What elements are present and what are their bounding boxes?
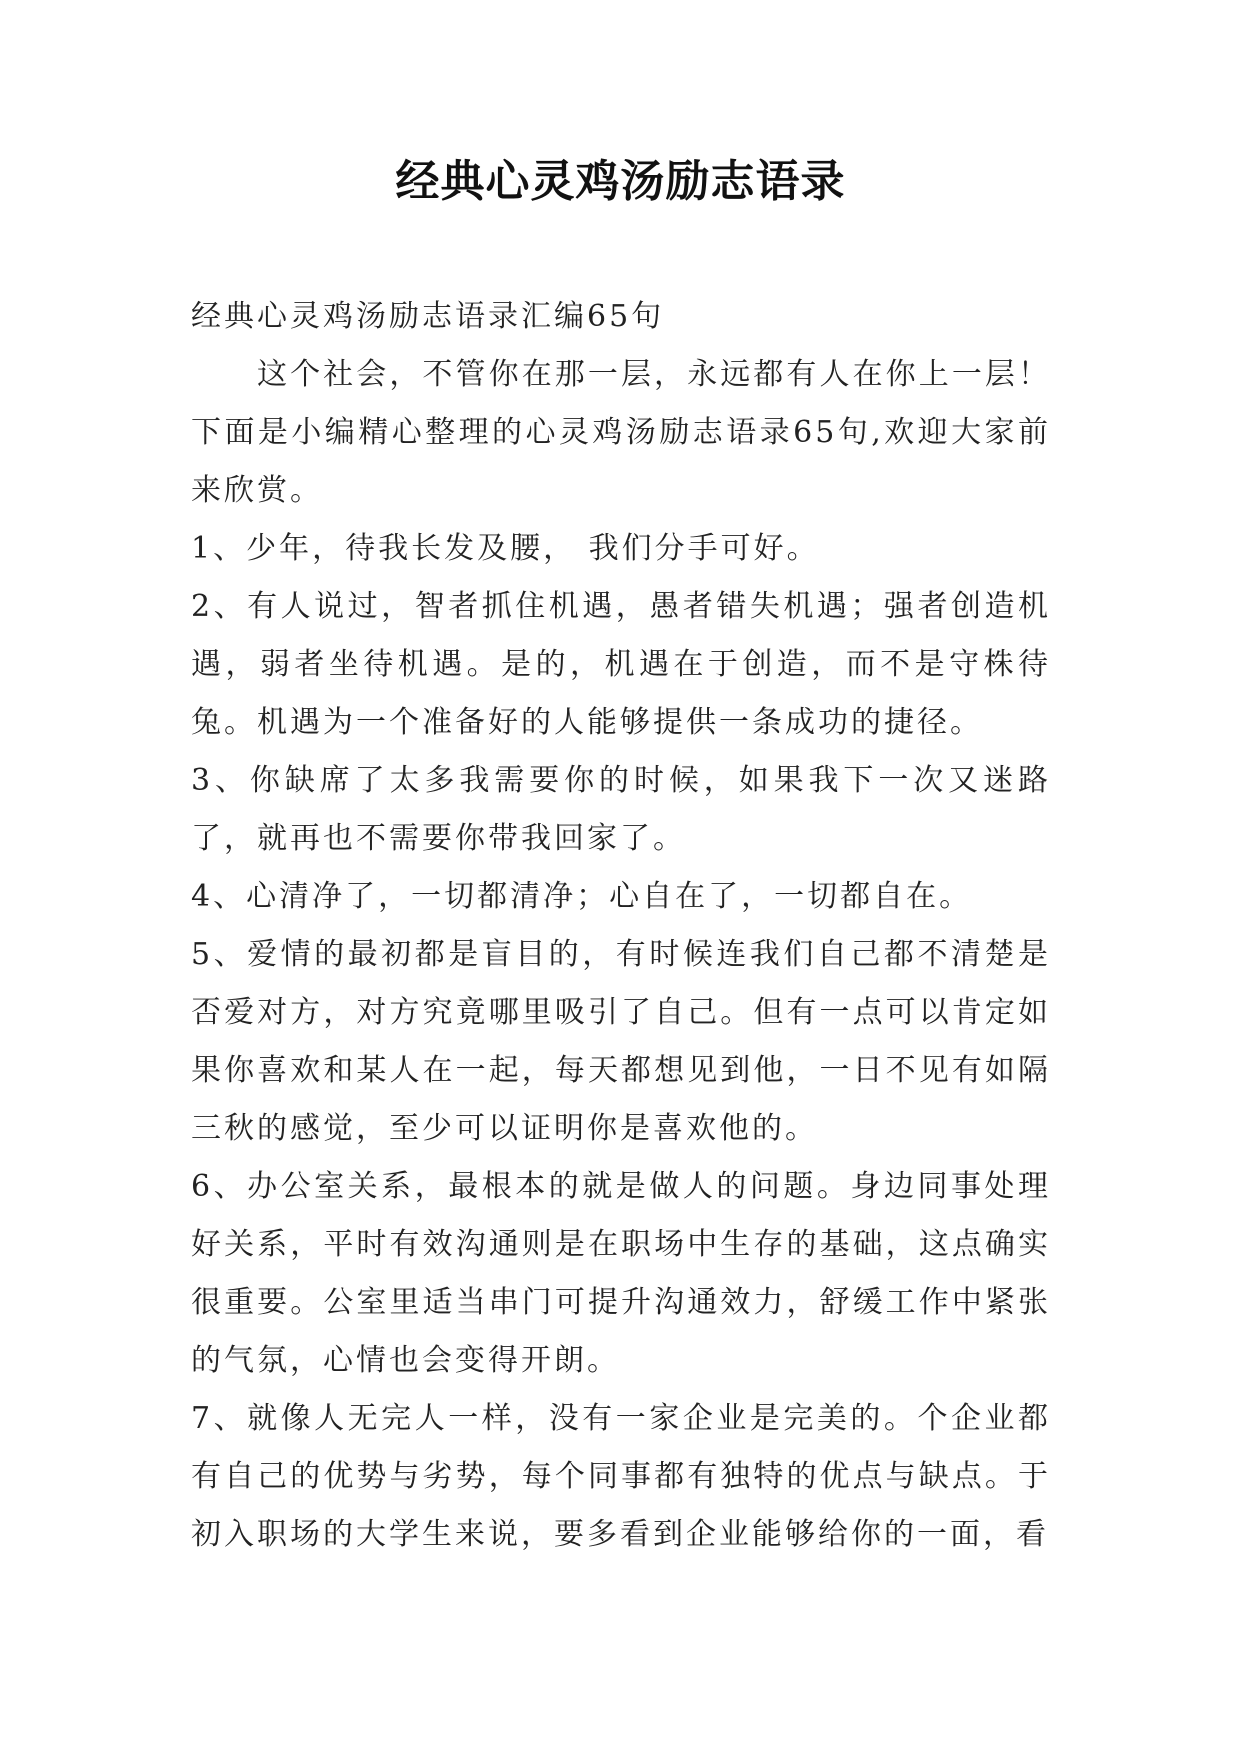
quote-item-7: 7、就像人无完人一样，没有一家企业是完美的。个企业都有自己的优势与劣势，每个同事都有独特的优点与缺点。于初入职场的大学生来说，要多看到企业能够给你的一面，看 <box>191 1401 1051 1552</box>
quote-item-4: 4、心清净了，一切都清净；心自在了，一切都自在。 <box>191 879 973 914</box>
document-title: 经典心灵鸡汤励志语录 <box>395 156 846 207</box>
quote-item-1: 1、少年，待我长发及腰， 我们分手可好。 <box>191 531 820 566</box>
quote-item-6: 6、办公室关系，最根本的就是做人的问题。身边同事处理好关系，平时有效沟通则是在职场中生存的基础，这点确实很重要。公室里适当串门可提升沟通效力，舒缓工作中紧张的气氛，心情也会变得开朗。 <box>191 1169 1051 1378</box>
quote-item-3: 3、你缺席了太多我需要你的时候，如果我下一次又迷路了，就再也不需要你带我回家了。 <box>191 763 1051 856</box>
document-subtitle: 经典心灵鸡汤励志语录汇编65句 <box>191 299 665 334</box>
quote-item-2: 2、有人说过，智者抓住机遇，愚者错失机遇；强者创造机遇，弱者坐待机遇。是的，机遇在于创造，而不是守株待兔。机遇为一个准备好的人能够提供一条成功的捷径。 <box>191 589 1051 740</box>
document-body <box>191 288 1051 1564</box>
quote-item-5: 5、爱情的最初都是盲目的，有时候连我们自己都不清楚是否爱对方，对方究竟哪里吸引了自己。但有一点可以肯定如果你喜欢和某人在一起，每天都想见到他，一日不见有如隔三秋的感觉，至少可以证明你是喜欢他的。 <box>191 937 1051 1146</box>
intro-paragraph: 这个社会，不管你在那一层，永远都有人在你上一层！下面是小编精心整理的心灵鸡汤励志语录65句,欢迎大家前来欣赏。 <box>191 357 1051 508</box>
